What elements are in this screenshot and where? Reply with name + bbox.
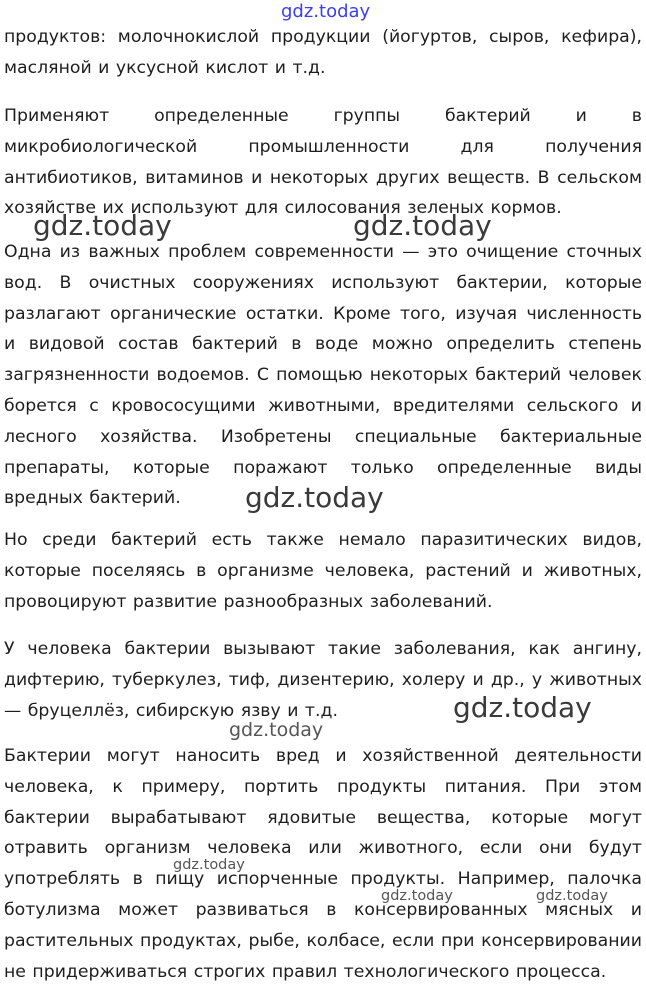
paragraph-parasitic-species: Но среди бактерий есть также немало паразитических видов, которые поселяясь в организме человека, растений и животных, провоцируют развитие разнообразных заболеваний. — [4, 530, 642, 612]
watermark: gdz.today — [33, 209, 172, 242]
paragraph-dairy-products: продуктов: молочнокислой продукции (йогуртов, сыров, кефира), масляной и уксусной кислот и т.д. — [4, 27, 642, 78]
watermark: gdz.today — [229, 719, 324, 741]
watermark: gdz.today — [245, 481, 384, 514]
watermark: gdz.today — [353, 209, 492, 242]
watermark: gdz.today — [381, 888, 453, 904]
watermark: gdz.today — [173, 857, 245, 873]
paragraph-water-purification: Одна из важных проблем современности — это очищение сточных вод. В очистных сооружениях используют бактерии, которые разлагают органические остатки. Кроме того, изучая численность и видовой состав бактерий в воде можно определить степень загрязненности водоемов. С помощью некоторых бактерий человек борется с кровососущими животными, вредителями сельского и лесного хозяйства. Изобретены специальные бактериальные препараты, которые поражают только определенные виды вредных бактерий. — [4, 242, 642, 509]
watermark: gdz.today — [281, 1, 371, 22]
watermark: gdz.today — [453, 691, 592, 724]
paragraph-economic-harm: Бактерии могут наносить вред и хозяйственной деятельности человека, к примеру, портить продукты питания. При этом бактерии вырабатывают ядовитые вещества, которые могут отравить организм человека или животного, если они будут употреблять в пищу испорченные продукты. Например, палочка ботулизма может развиваться в консервированных мясных и растительных продуктах, рыбе, колбасе, если при консервировании не придерживаться строгих правил технологического процесса. — [4, 746, 642, 982]
paragraph-diseases: У человека бактерии вызывают такие заболевания, как ангину, дифтерию, туберкулез, тиф, дизентерию, холеру и др., у животных — бруцеллёз, сибирскую язву и т.д. — [4, 639, 642, 721]
paragraph-industry-uses: Применяют определенные группы бактерий и в микробиологической промышленности для получения антибиотиков, витаминов и некоторых других веществ. В сельском хозяйстве их используют для силосования зеленых кормов. — [4, 106, 642, 219]
watermark: gdz.today — [536, 888, 608, 904]
